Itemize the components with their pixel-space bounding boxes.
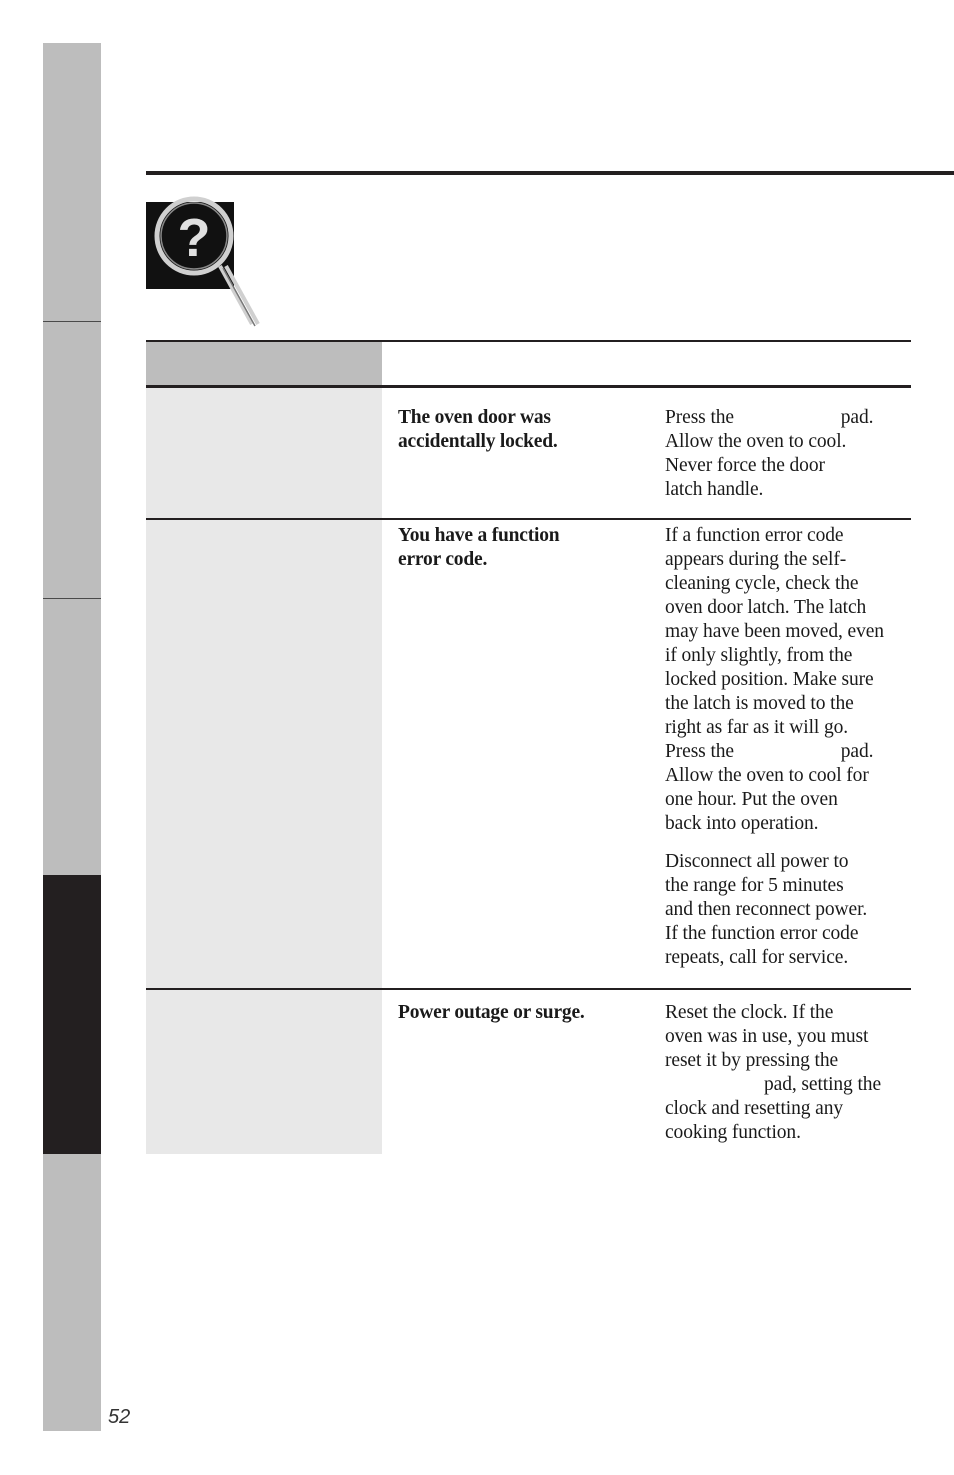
page-number: 52 bbox=[108, 1406, 131, 1428]
top-rule bbox=[146, 171, 954, 175]
fix-text: If a function error code appears during the self- cleaning cycle, check the oven door latch. The latch may have been moved, even if only slightly, from the locked position. Make sure the latch is moved to the right as far as it will go. Press the pad. Allow the oven to cool for one hour. Put the oven back into operation. Disconnect all power to the range for 5 minutes and then reconnect power. If the function error code repeats, call for service. bbox=[665, 525, 884, 968]
side-tab-5[interactable] bbox=[43, 1154, 101, 1431]
svg-text:?: ? bbox=[177, 208, 211, 268]
side-tab-troubleshooting[interactable] bbox=[43, 875, 101, 1154]
table-header-cell bbox=[146, 342, 382, 385]
fix-text: Reset the clock. If the oven was in use, you must reset it by pressing the pad, setting the clock and resetting any cooking function. bbox=[665, 1002, 881, 1143]
fix-text: Press the pad. Allow the oven to cool. Never force the door latch handle. bbox=[665, 407, 874, 500]
problem-cell bbox=[146, 520, 382, 988]
cause-text: Power outage or surge. bbox=[398, 1002, 585, 1023]
side-tab-3[interactable] bbox=[43, 599, 101, 875]
cause-text: The oven door was accidentally locked. bbox=[398, 407, 558, 452]
side-tab-1[interactable] bbox=[43, 43, 101, 321]
problem-cell bbox=[146, 990, 382, 1154]
cause-text: You have a function error code. bbox=[398, 525, 560, 570]
problem-cell bbox=[146, 388, 382, 518]
side-tab-2[interactable] bbox=[43, 322, 101, 598]
magnifier-question-icon bbox=[146, 196, 266, 336]
